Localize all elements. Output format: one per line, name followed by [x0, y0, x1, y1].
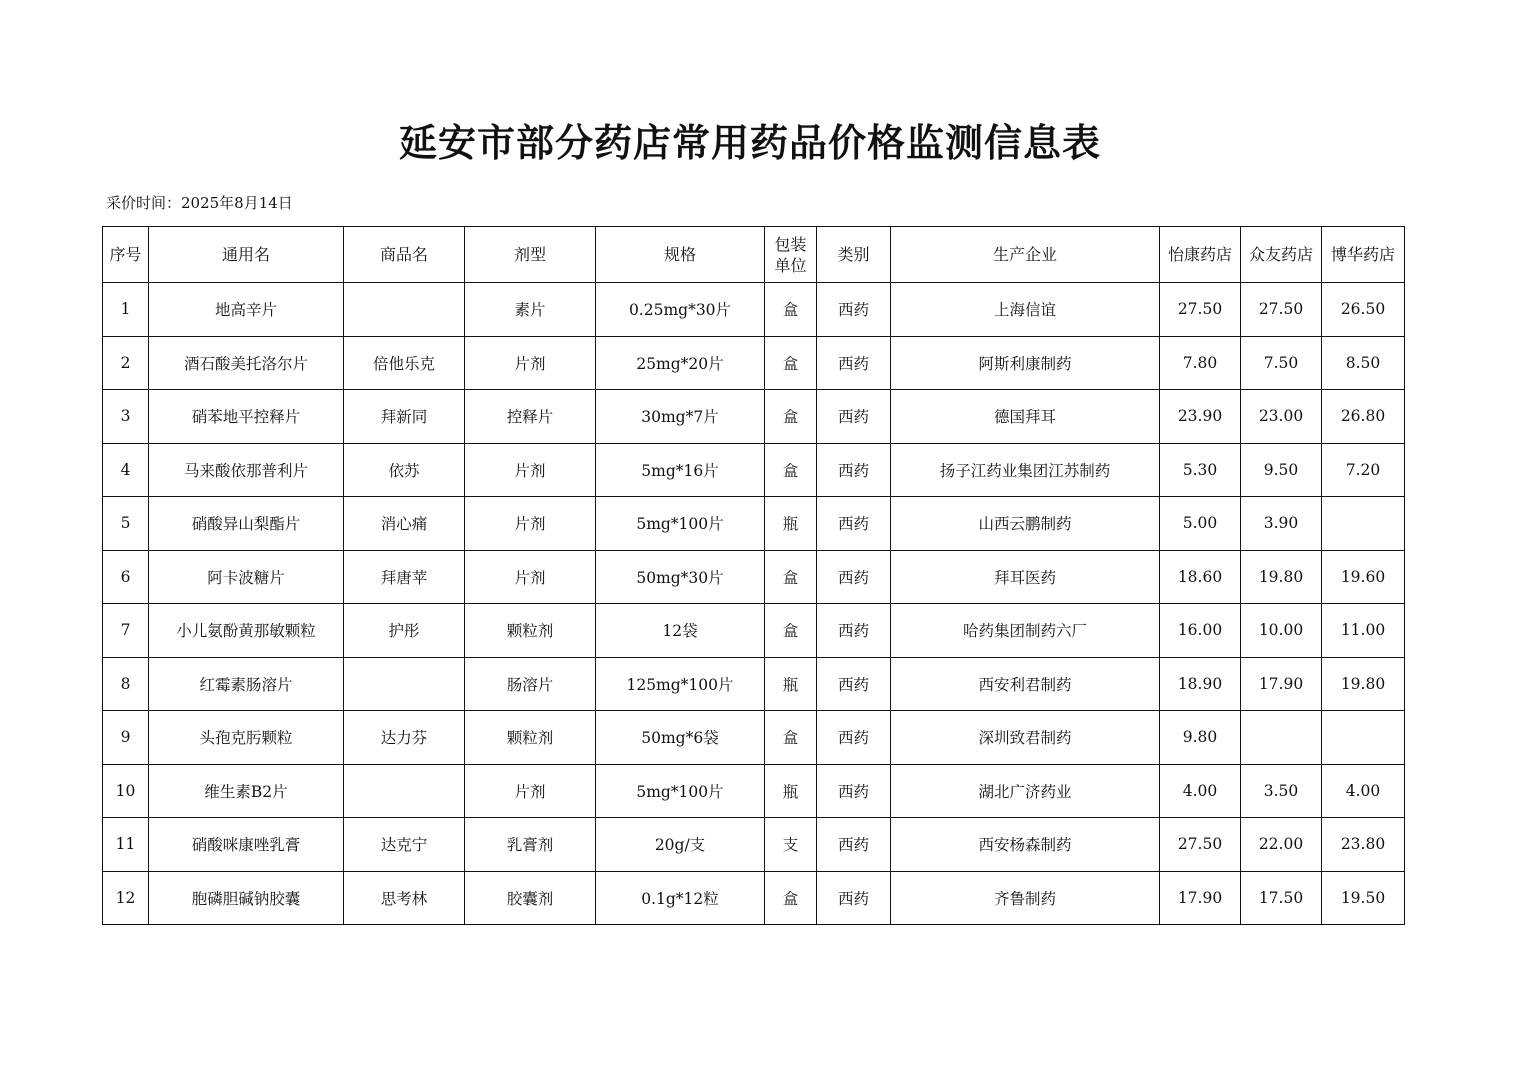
cell-seq: 6 — [103, 550, 149, 604]
cell-price-bohua: 26.50 — [1322, 283, 1405, 337]
survey-time: 采价时间：2025年8月14日 — [106, 194, 293, 212]
cell-unit: 瓶 — [765, 764, 817, 818]
cell-manufacturer: 扬子江药业集团江苏制药 — [891, 443, 1160, 497]
cell-category: 西药 — [817, 871, 891, 925]
cell-manufacturer: 山西云鹏制药 — [891, 497, 1160, 551]
cell-price-zhongyou: 3.50 — [1241, 764, 1322, 818]
cell-seq: 8 — [103, 657, 149, 711]
cell-category: 西药 — [817, 604, 891, 658]
cell-category: 西药 — [817, 550, 891, 604]
cell-unit: 盒 — [765, 604, 817, 658]
cell-spec: 20g/支 — [596, 818, 765, 872]
header-brand-name: 商品名 — [344, 227, 465, 283]
cell-generic-name: 硝酸异山梨酯片 — [149, 497, 344, 551]
cell-spec: 50mg*6袋 — [596, 711, 765, 765]
cell-unit: 盒 — [765, 443, 817, 497]
cell-spec: 5mg*100片 — [596, 497, 765, 551]
cell-price-yikang: 18.60 — [1160, 550, 1241, 604]
cell-dosage-form: 片剂 — [465, 550, 596, 604]
cell-unit: 瓶 — [765, 497, 817, 551]
cell-price-zhongyou — [1241, 711, 1322, 765]
cell-price-yikang: 27.50 — [1160, 818, 1241, 872]
table-row — [103, 336, 1405, 390]
cell-brand-name: 护彤 — [344, 604, 465, 658]
table-row — [103, 711, 1405, 765]
cell-brand-name — [344, 283, 465, 337]
cell-price-yikang: 18.90 — [1160, 657, 1241, 711]
cell-generic-name: 马来酸依那普利片 — [149, 443, 344, 497]
header-store-zhongyou: 众友药店 — [1241, 227, 1322, 283]
cell-manufacturer: 上海信谊 — [891, 283, 1160, 337]
cell-dosage-form: 乳膏剂 — [465, 818, 596, 872]
cell-dosage-form: 片剂 — [465, 764, 596, 818]
cell-spec: 30mg*7片 — [596, 390, 765, 444]
cell-seq: 5 — [103, 497, 149, 551]
cell-price-zhongyou: 10.00 — [1241, 604, 1322, 658]
cell-unit: 盒 — [765, 711, 817, 765]
page-title: 延安市部分药店常用药品价格监测信息表 — [398, 120, 1101, 165]
cell-generic-name: 红霉素肠溶片 — [149, 657, 344, 711]
header-dosage-form: 剂型 — [465, 227, 596, 283]
cell-generic-name: 维生素B2片 — [149, 764, 344, 818]
cell-price-bohua: 11.00 — [1322, 604, 1405, 658]
table-row — [103, 657, 1405, 711]
cell-generic-name: 阿卡波糖片 — [149, 550, 344, 604]
table-row — [103, 443, 1405, 497]
header-store-bohua: 博华药店 — [1322, 227, 1405, 283]
cell-seq: 7 — [103, 604, 149, 658]
cell-seq: 9 — [103, 711, 149, 765]
cell-generic-name: 酒石酸美托洛尔片 — [149, 336, 344, 390]
cell-price-zhongyou: 17.90 — [1241, 657, 1322, 711]
cell-spec: 0.25mg*30片 — [596, 283, 765, 337]
cell-price-bohua: 26.80 — [1322, 390, 1405, 444]
cell-price-yikang: 23.90 — [1160, 390, 1241, 444]
cell-brand-name: 倍他乐克 — [344, 336, 465, 390]
cell-generic-name: 硝酸咪康唑乳膏 — [149, 818, 344, 872]
cell-price-bohua — [1322, 711, 1405, 765]
cell-price-yikang: 5.00 — [1160, 497, 1241, 551]
cell-price-yikang: 7.80 — [1160, 336, 1241, 390]
cell-price-yikang: 5.30 — [1160, 443, 1241, 497]
cell-brand-name — [344, 657, 465, 711]
header-seq: 序号 — [103, 227, 149, 283]
table-row — [103, 390, 1405, 444]
cell-dosage-form: 胶囊剂 — [465, 871, 596, 925]
cell-dosage-form: 颗粒剂 — [465, 604, 596, 658]
cell-price-bohua — [1322, 497, 1405, 551]
cell-dosage-form: 片剂 — [465, 443, 596, 497]
cell-price-bohua: 19.80 — [1322, 657, 1405, 711]
cell-category: 西药 — [817, 711, 891, 765]
cell-price-yikang: 27.50 — [1160, 283, 1241, 337]
cell-unit: 支 — [765, 818, 817, 872]
table-row — [103, 871, 1405, 925]
header-category: 类别 — [817, 227, 891, 283]
table-row — [103, 818, 1405, 872]
cell-seq: 4 — [103, 443, 149, 497]
cell-brand-name — [344, 764, 465, 818]
cell-dosage-form: 肠溶片 — [465, 657, 596, 711]
cell-spec: 0.1g*12粒 — [596, 871, 765, 925]
cell-seq: 3 — [103, 390, 149, 444]
price-table — [102, 226, 1405, 925]
cell-unit: 盒 — [765, 336, 817, 390]
cell-spec: 12袋 — [596, 604, 765, 658]
cell-category: 西药 — [817, 764, 891, 818]
cell-manufacturer: 西安利君制药 — [891, 657, 1160, 711]
cell-unit: 盒 — [765, 390, 817, 444]
cell-dosage-form: 控释片 — [465, 390, 596, 444]
cell-unit: 盒 — [765, 283, 817, 337]
cell-brand-name: 思考林 — [344, 871, 465, 925]
cell-category: 西药 — [817, 283, 891, 337]
cell-seq: 10 — [103, 764, 149, 818]
cell-price-zhongyou: 22.00 — [1241, 818, 1322, 872]
cell-price-zhongyou: 7.50 — [1241, 336, 1322, 390]
cell-price-bohua: 19.60 — [1322, 550, 1405, 604]
cell-manufacturer: 齐鲁制药 — [891, 871, 1160, 925]
cell-price-zhongyou: 3.90 — [1241, 497, 1322, 551]
cell-spec: 125mg*100片 — [596, 657, 765, 711]
cell-brand-name: 消心痛 — [344, 497, 465, 551]
cell-price-bohua: 23.80 — [1322, 818, 1405, 872]
cell-spec: 25mg*20片 — [596, 336, 765, 390]
cell-generic-name: 地高辛片 — [149, 283, 344, 337]
cell-brand-name: 拜唐苹 — [344, 550, 465, 604]
header-pack-unit-line1: 包装 — [774, 234, 807, 254]
cell-brand-name: 达力芬 — [344, 711, 465, 765]
cell-generic-name: 胞磷胆碱钠胶囊 — [149, 871, 344, 925]
cell-price-yikang: 17.90 — [1160, 871, 1241, 925]
header-manufacturer: 生产企业 — [891, 227, 1160, 283]
header-row — [103, 227, 1405, 283]
table-body — [103, 283, 1405, 925]
cell-seq: 11 — [103, 818, 149, 872]
cell-category: 西药 — [817, 390, 891, 444]
header-store-yikang: 怡康药店 — [1160, 227, 1241, 283]
cell-generic-name: 头孢克肟颗粒 — [149, 711, 344, 765]
cell-category: 西药 — [817, 336, 891, 390]
cell-category: 西药 — [817, 497, 891, 551]
cell-dosage-form: 片剂 — [465, 497, 596, 551]
cell-unit: 盒 — [765, 871, 817, 925]
cell-seq: 12 — [103, 871, 149, 925]
header-generic-name: 通用名 — [149, 227, 344, 283]
header-pack-unit-line2: 单位 — [774, 255, 807, 275]
cell-price-yikang: 9.80 — [1160, 711, 1241, 765]
cell-generic-name: 小儿氨酚黄那敏颗粒 — [149, 604, 344, 658]
table-row — [103, 604, 1405, 658]
cell-manufacturer: 湖北广济药业 — [891, 764, 1160, 818]
cell-unit: 瓶 — [765, 657, 817, 711]
cell-price-zhongyou: 23.00 — [1241, 390, 1322, 444]
cell-manufacturer: 阿斯利康制药 — [891, 336, 1160, 390]
cell-spec: 5mg*16片 — [596, 443, 765, 497]
cell-brand-name: 依苏 — [344, 443, 465, 497]
table-row — [103, 497, 1405, 551]
cell-brand-name: 达克宁 — [344, 818, 465, 872]
cell-manufacturer: 德国拜耳 — [891, 390, 1160, 444]
cell-price-yikang: 16.00 — [1160, 604, 1241, 658]
cell-price-zhongyou: 9.50 — [1241, 443, 1322, 497]
cell-category: 西药 — [817, 443, 891, 497]
cell-generic-name: 硝苯地平控释片 — [149, 390, 344, 444]
cell-price-zhongyou: 19.80 — [1241, 550, 1322, 604]
cell-manufacturer: 拜耳医药 — [891, 550, 1160, 604]
cell-category: 西药 — [817, 818, 891, 872]
cell-manufacturer: 深圳致君制药 — [891, 711, 1160, 765]
cell-spec: 5mg*100片 — [596, 764, 765, 818]
cell-seq: 2 — [103, 336, 149, 390]
table-row — [103, 764, 1405, 818]
cell-price-bohua: 7.20 — [1322, 443, 1405, 497]
cell-seq: 1 — [103, 283, 149, 337]
cell-spec: 50mg*30片 — [596, 550, 765, 604]
cell-brand-name: 拜新同 — [344, 390, 465, 444]
cell-dosage-form: 素片 — [465, 283, 596, 337]
header-pack-unit — [765, 227, 817, 283]
cell-manufacturer: 西安杨森制药 — [891, 818, 1160, 872]
cell-category: 西药 — [817, 657, 891, 711]
cell-manufacturer: 哈药集团制药六厂 — [891, 604, 1160, 658]
cell-price-zhongyou: 27.50 — [1241, 283, 1322, 337]
cell-price-bohua: 4.00 — [1322, 764, 1405, 818]
table-row — [103, 283, 1405, 337]
cell-dosage-form: 颗粒剂 — [465, 711, 596, 765]
header-spec: 规格 — [596, 227, 765, 283]
cell-dosage-form: 片剂 — [465, 336, 596, 390]
cell-unit: 盒 — [765, 550, 817, 604]
cell-price-bohua: 8.50 — [1322, 336, 1405, 390]
cell-price-yikang: 4.00 — [1160, 764, 1241, 818]
cell-price-bohua: 19.50 — [1322, 871, 1405, 925]
cell-price-zhongyou: 17.50 — [1241, 871, 1322, 925]
table-row — [103, 550, 1405, 604]
